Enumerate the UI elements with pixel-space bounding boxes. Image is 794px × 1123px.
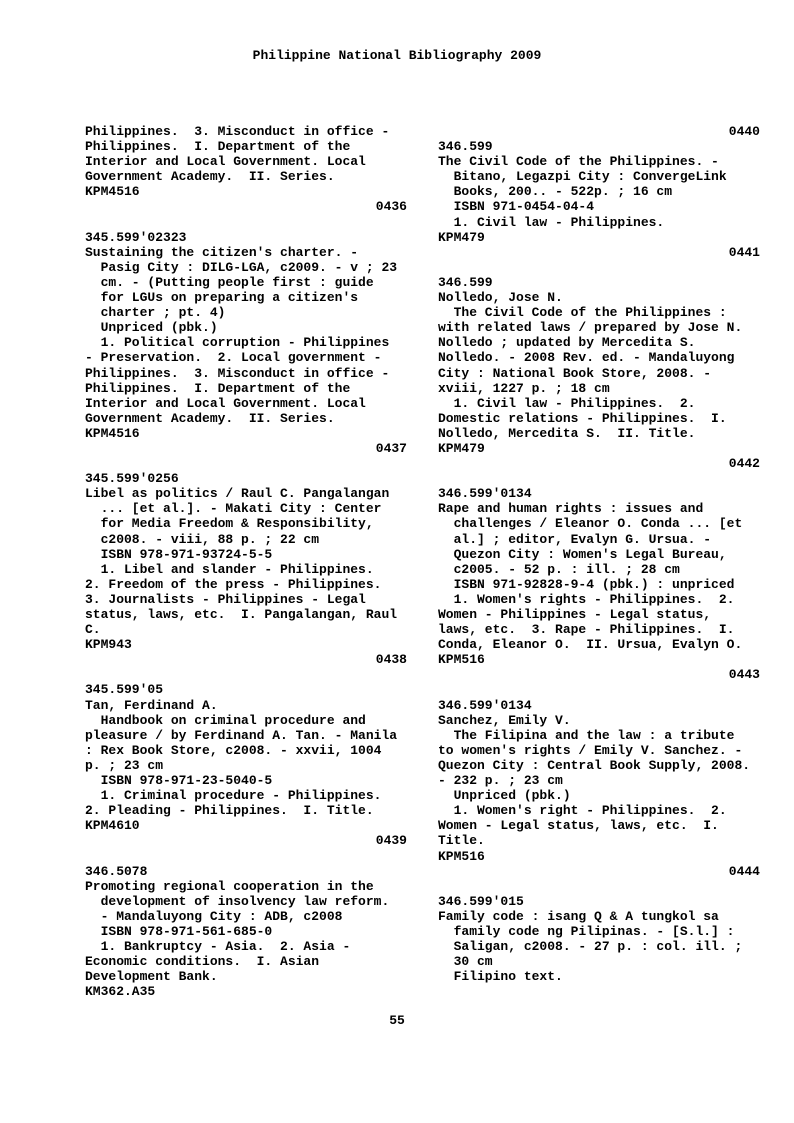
bib-line: 1. Women's right - Philippines. 2.: [438, 803, 727, 819]
entry-gap: [85, 215, 407, 230]
bib-line: status, laws, etc. I. Pangalangan, Raul: [85, 607, 398, 622]
bib-line: Nolledo. - 2008 Rev. ed. - Mandaluyong: [438, 350, 735, 366]
bib-line: KM362.A35: [85, 984, 156, 1000]
bib-line: Nolledo, Jose N.: [438, 290, 563, 306]
bib-line: Interior and Local Government. Local: [85, 154, 366, 170]
entry-gap: [438, 260, 760, 275]
entry-gap: [438, 682, 760, 697]
bib-line: 1. Bankruptcy - Asia. 2. Asia -: [85, 939, 351, 955]
entry-gap: [85, 456, 407, 471]
bib-line: 1. Civil law - Philippines. 2.: [438, 395, 696, 411]
bib-line: for LGUs on preparing a citizen's: [85, 290, 359, 306]
bib-line: Philippines. I. Department of the: [85, 139, 351, 155]
bib-line: Rape and human rights : issues and: [438, 501, 704, 517]
bib-line: The Civil Code of the Philippines. -: [438, 154, 719, 170]
bib-line: Economic conditions. I. Asian: [85, 954, 320, 970]
bib-line: Family code : isang Q & A tungkol sa: [438, 908, 719, 924]
bib-line: KPM4610: [85, 818, 140, 834]
bib-line: Development Bank.: [85, 969, 218, 985]
bib-line: charter ; pt. 4): [85, 305, 226, 321]
bib-line: 346.599'015: [438, 893, 524, 909]
entry-number: 0442: [728, 456, 760, 472]
entry-gap: [85, 849, 407, 864]
page-number: 55: [389, 1013, 405, 1028]
bib-line: 1. Political corruption - Philippines: [85, 335, 390, 351]
bib-line: Tan, Ferdinand A.: [85, 697, 218, 713]
bib-line: ISBN 971-92828-9-4 (pbk.) : unpriced: [438, 576, 735, 592]
bib-line: 345.599'05: [85, 682, 164, 698]
bib-line: Domestic relations - Philippines. I.: [438, 410, 727, 426]
entry-number: 0439: [375, 833, 407, 849]
bib-line: KPM4516: [85, 184, 140, 200]
bib-line: 346.599: [438, 274, 493, 290]
bib-line: Government Academy. II. Series.: [85, 410, 335, 426]
bib-line: pleasure / by Ferdinand A. Tan. - Manila: [85, 727, 398, 743]
entry-gap: [438, 879, 760, 894]
bib-line: Books, 200.. - 522p. ; 16 cm: [438, 184, 673, 200]
bib-line: KPM516: [438, 652, 485, 668]
bib-line: development of insolvency law reform.: [85, 893, 390, 909]
entry-number: 0437: [375, 440, 407, 456]
bib-line: - Preservation. 2. Local government -: [85, 350, 382, 366]
bib-line: c2005. - 52 p. : ill. ; 28 cm: [438, 561, 680, 577]
bib-line: Sustaining the citizen's charter. -: [85, 244, 359, 260]
bib-line: 346.599'0134: [438, 697, 532, 713]
bib-line: xviii, 1227 p. ; 18 cm: [438, 380, 610, 396]
bib-line: The Filipina and the law : a tribute: [438, 727, 735, 743]
bib-line: Women - Philippines - Legal status,: [438, 607, 712, 622]
bib-line: 3. Journalists - Philippines - Legal: [85, 591, 366, 607]
bib-line: Pasig City : DILG-LGA, c2009. - v ; 23: [85, 259, 398, 275]
bib-line: Government Academy. II. Series.: [85, 169, 335, 185]
entry-number: 0440: [728, 124, 760, 139]
bib-line: KPM479: [438, 440, 485, 456]
bib-line: 1. Libel and slander - Philippines.: [85, 561, 374, 577]
bib-line: : Rex Book Store, c2008. - xxvii, 1004: [85, 742, 382, 758]
bib-line: Promoting regional cooperation in the: [85, 878, 374, 894]
bib-line: c2008. - viii, 88 p. ; 22 cm: [85, 531, 320, 547]
bib-line: KPM516: [438, 848, 485, 864]
bib-line: Philippines. I. Department of the: [85, 380, 351, 396]
bib-line: laws, etc. 3. Rape - Philippines. I.: [438, 622, 735, 638]
bib-line: al.] ; editor, Evalyn G. Ursua. -: [438, 531, 712, 547]
bib-line: Nolledo ; updated by Mercedita S.: [438, 335, 696, 351]
bib-line: challenges / Eleanor O. Conda ... [et: [438, 516, 743, 532]
bib-line: Nolledo, Mercedita S. II. Title.: [438, 425, 696, 441]
bib-line: Women - Legal status, laws, etc. I.: [438, 818, 719, 834]
bib-line: Handbook on criminal procedure and: [85, 712, 366, 728]
bib-line: 345.599'0256: [85, 471, 179, 487]
bib-line: ISBN 978-971-561-685-0: [85, 923, 273, 939]
entry-gap: [85, 667, 407, 682]
bib-line: Sanchez, Emily V.: [438, 712, 571, 728]
bib-line: ISBN 978-971-93724-5-5: [85, 546, 273, 562]
left-column: [85, 124, 407, 999]
bib-line: KPM943: [85, 637, 132, 653]
bib-line: Philippines. 3. Misconduct in office -: [85, 365, 390, 381]
bib-line: Saligan, c2008. - 27 p. : col. ill. ;: [438, 939, 743, 955]
bib-line: Quezon City : Women's Legal Bureau,: [438, 546, 727, 562]
bib-line: 346.5078: [85, 863, 148, 879]
bib-line: Filipino text.: [438, 969, 563, 985]
bib-line: Libel as politics / Raul C. Pangalangan: [85, 486, 390, 502]
bib-line: 345.599'02323: [85, 229, 187, 245]
entry-gap: [438, 471, 760, 486]
bib-line: p. ; 23 cm: [85, 757, 164, 773]
bib-line: for Media Freedom & Responsibility,: [85, 516, 374, 532]
bib-line: Philippines. 3. Misconduct in office -: [85, 124, 390, 139]
bib-line: 1. Women's rights - Philippines. 2.: [438, 591, 735, 607]
bib-line: ISBN 978-971-23-5040-5: [85, 773, 273, 789]
bib-line: 1. Criminal procedure - Philippines.: [85, 788, 382, 804]
bib-line: ... [et al.]. - Makati City : Center: [85, 501, 382, 517]
bib-line: cm. - (Putting people first : guide: [85, 274, 374, 290]
page-header-title: Philippine National Bibliography 2009: [252, 48, 542, 63]
bib-line: 346.599'0134: [438, 486, 532, 502]
entry-number: 0438: [375, 652, 407, 668]
bib-line: Unpriced (pbk.): [85, 320, 218, 336]
bib-line: Title.: [438, 833, 485, 849]
bib-line: Interior and Local Government. Local: [85, 395, 366, 411]
bib-line: family code ng Pilipinas. - [S.l.] :: [438, 923, 735, 939]
bib-line: Bitano, Legazpi City : ConvergeLink: [438, 169, 727, 185]
bib-line: Conda, Eleanor O. II. Ursua, Evalyn O.: [438, 637, 743, 653]
bib-line: The Civil Code of the Philippines :: [438, 305, 727, 321]
bib-line: with related laws / prepared by Jose N.: [438, 320, 743, 336]
bib-line: C.: [85, 622, 101, 638]
bib-line: 346.599: [438, 139, 493, 155]
entry-number: 0444: [728, 863, 760, 879]
bib-line: - Mandaluyong City : ADB, c2008: [85, 908, 343, 924]
bib-line: ISBN 971-0454-04-4: [438, 199, 595, 215]
bib-line: 2. Freedom of the press - Philippines.: [85, 576, 382, 592]
entry-number: 0443: [728, 667, 760, 683]
right-column: [438, 124, 760, 984]
bib-line: to women's rights / Emily V. Sanchez. -: [438, 742, 743, 758]
bib-line: 30 cm: [438, 954, 493, 970]
entry-number: 0436: [375, 199, 407, 215]
bib-line: 1. Civil law - Philippines.: [438, 214, 665, 230]
bib-line: KPM479: [438, 229, 485, 245]
bib-line: KPM4516: [85, 425, 140, 441]
bib-line: Quezon City : Central Book Supply, 2008.: [438, 757, 751, 773]
entry-number: 0441: [728, 244, 760, 260]
bib-line: - 232 p. ; 23 cm: [438, 773, 563, 789]
bib-line: 2. Pleading - Philippines. I. Title.: [85, 803, 374, 819]
bib-line: Unpriced (pbk.): [438, 788, 571, 804]
bib-line: City : National Book Store, 2008. -: [438, 365, 712, 381]
